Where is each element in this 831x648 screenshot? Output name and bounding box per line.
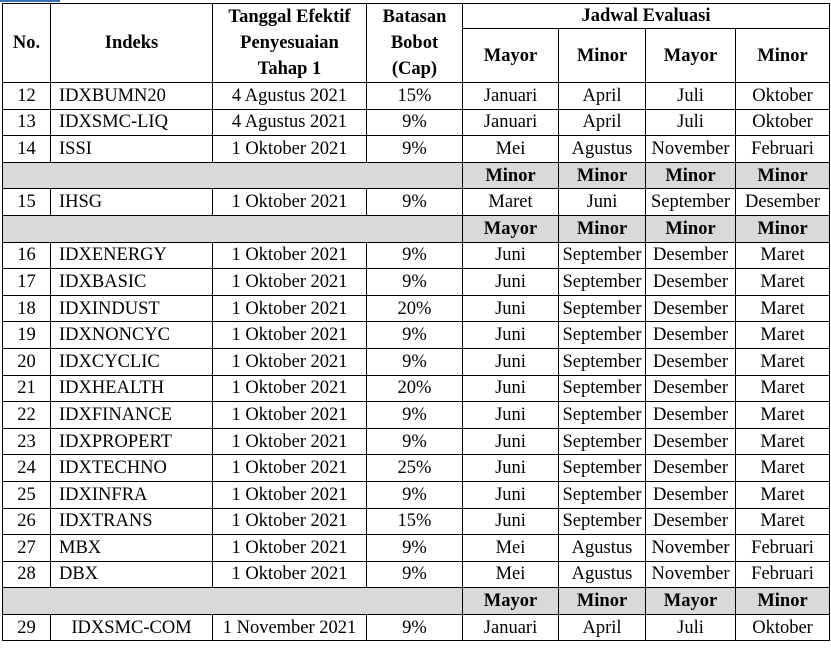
row-evaluation-month: Desember — [646, 508, 736, 535]
row-cap: 9% — [367, 242, 463, 269]
row-evaluation-month: Maret — [736, 242, 830, 269]
row-evaluation-month: Maret — [736, 375, 830, 402]
header-cap-line: Batasan — [382, 7, 447, 27]
row-cap: 9% — [367, 561, 463, 588]
section-separator-row — [3, 162, 830, 189]
row-evaluation-month: Juli — [646, 614, 736, 641]
row-no: 20 — [3, 348, 51, 375]
row-evaluation-month: Mei — [463, 136, 559, 163]
separator-period-type: Minor — [559, 162, 646, 189]
row-effective-date: 1 November 2021 — [213, 614, 367, 641]
table-row — [3, 375, 830, 402]
table-row — [3, 269, 830, 296]
separator-period-type: Minor — [736, 162, 830, 189]
row-evaluation-month: September — [559, 295, 646, 322]
row-evaluation-month: Desember — [646, 402, 736, 429]
table-row — [3, 189, 830, 216]
row-evaluation-month: September — [559, 455, 646, 482]
table-row — [3, 322, 830, 349]
row-index: IDXENERGY — [51, 242, 213, 269]
row-evaluation-month: Desember — [646, 242, 736, 269]
row-evaluation-month: Mei — [463, 561, 559, 588]
row-index: IDXPROPERT — [51, 428, 213, 455]
row-evaluation-month: Agustus — [559, 535, 646, 562]
row-index: IDXBUMN20 — [51, 83, 213, 110]
separator-period-type: Mayor — [463, 588, 559, 615]
row-no: 27 — [3, 535, 51, 562]
row-effective-date: 1 Oktober 2021 — [213, 428, 367, 455]
row-evaluation-month: Desember — [736, 189, 830, 216]
row-no: 23 — [3, 428, 51, 455]
row-evaluation-month: September — [559, 348, 646, 375]
table-row — [3, 136, 830, 163]
header-effective-date-line: Tanggal Efektif — [228, 7, 351, 27]
row-evaluation-month: Maret — [736, 508, 830, 535]
row-evaluation-month: Desember — [646, 481, 736, 508]
row-evaluation-month: Januari — [463, 109, 559, 136]
separator-period-type: Minor — [736, 215, 830, 242]
header-no: No. — [3, 4, 51, 83]
header-effective-date-line: Tahap 1 — [257, 59, 322, 79]
row-effective-date: 1 Oktober 2021 — [213, 269, 367, 296]
row-index: IDXSMC-LIQ — [51, 109, 213, 136]
section-separator-row — [3, 215, 830, 242]
row-no: 26 — [3, 508, 51, 535]
row-evaluation-month: Mei — [463, 535, 559, 562]
top-link-fragment — [0, 0, 60, 2]
row-effective-date: 1 Oktober 2021 — [213, 189, 367, 216]
row-index: IDXSMC-COM — [51, 614, 213, 641]
row-index: MBX — [51, 535, 213, 562]
row-evaluation-month: September — [559, 375, 646, 402]
separator-period-type: Minor — [463, 162, 559, 189]
row-effective-date: 1 Oktober 2021 — [213, 561, 367, 588]
row-evaluation-month: Juni — [463, 508, 559, 535]
row-evaluation-month: November — [646, 535, 736, 562]
row-evaluation-month: September — [559, 269, 646, 296]
row-evaluation-month: Desember — [646, 455, 736, 482]
header-index: Indeks — [51, 4, 213, 83]
row-evaluation-month: Maret — [736, 269, 830, 296]
row-evaluation-month: September — [646, 189, 736, 216]
row-evaluation-month: Juni — [463, 322, 559, 349]
row-evaluation-month: Maret — [736, 322, 830, 349]
row-evaluation-month: Maret — [736, 295, 830, 322]
row-effective-date: 1 Oktober 2021 — [213, 375, 367, 402]
row-evaluation-month: Agustus — [559, 561, 646, 588]
row-evaluation-month: Maret — [736, 481, 830, 508]
row-evaluation-month: Maret — [463, 189, 559, 216]
row-effective-date: 1 Oktober 2021 — [213, 508, 367, 535]
table-row — [3, 535, 830, 562]
header-schedule: Jadwal Evaluasi — [463, 4, 830, 29]
row-index: IDXFINANCE — [51, 402, 213, 429]
table-row — [3, 428, 830, 455]
table-row — [3, 402, 830, 429]
row-index: IDXTRANS — [51, 508, 213, 535]
row-evaluation-month: Juni — [463, 402, 559, 429]
row-evaluation-month: Juni — [559, 189, 646, 216]
row-no: 19 — [3, 322, 51, 349]
row-evaluation-month: September — [559, 481, 646, 508]
row-evaluation-month: April — [559, 109, 646, 136]
row-no: 18 — [3, 295, 51, 322]
row-no: 16 — [3, 242, 51, 269]
row-effective-date: 1 Oktober 2021 — [213, 322, 367, 349]
row-evaluation-month: Desember — [646, 348, 736, 375]
separator-blank-cell — [3, 162, 463, 189]
row-no: 17 — [3, 269, 51, 296]
row-index: IDXCYCLIC — [51, 348, 213, 375]
row-evaluation-month: April — [559, 83, 646, 110]
row-evaluation-month: September — [559, 402, 646, 429]
row-cap: 9% — [367, 136, 463, 163]
row-cap: 9% — [367, 481, 463, 508]
row-index: IDXINFRA — [51, 481, 213, 508]
row-cap: 20% — [367, 375, 463, 402]
row-evaluation-month: Oktober — [736, 109, 830, 136]
row-no: 22 — [3, 402, 51, 429]
row-evaluation-month: Februari — [736, 561, 830, 588]
header-sub-mayor: Mayor — [646, 29, 736, 83]
row-evaluation-month: September — [559, 242, 646, 269]
row-evaluation-month: September — [559, 322, 646, 349]
table-row — [3, 242, 830, 269]
row-cap: 20% — [367, 295, 463, 322]
separator-period-type: Minor — [646, 162, 736, 189]
table-row — [3, 614, 830, 641]
row-cap: 9% — [367, 189, 463, 216]
row-index: IDXBASIC — [51, 269, 213, 296]
row-no: 15 — [3, 189, 51, 216]
header-sub-minor: Minor — [559, 29, 646, 83]
row-evaluation-month: Maret — [736, 428, 830, 455]
row-evaluation-month: Juli — [646, 109, 736, 136]
row-evaluation-month: Januari — [463, 614, 559, 641]
row-evaluation-month: Januari — [463, 83, 559, 110]
separator-period-type: Minor — [559, 215, 646, 242]
row-evaluation-month: Maret — [736, 402, 830, 429]
row-cap: 9% — [367, 402, 463, 429]
row-effective-date: 1 Oktober 2021 — [213, 535, 367, 562]
header-effective-date — [213, 4, 367, 83]
row-no: 12 — [3, 83, 51, 110]
row-effective-date: 1 Oktober 2021 — [213, 242, 367, 269]
table-body — [3, 83, 830, 641]
row-no: 21 — [3, 375, 51, 402]
row-effective-date: 1 Oktober 2021 — [213, 481, 367, 508]
row-evaluation-month: Juli — [646, 83, 736, 110]
row-evaluation-month: Agustus — [559, 136, 646, 163]
separator-period-type: Mayor — [463, 215, 559, 242]
separator-period-type: Minor — [736, 588, 830, 615]
row-evaluation-month: Juni — [463, 375, 559, 402]
row-evaluation-month: Desember — [646, 375, 736, 402]
separator-period-type: Minor — [646, 215, 736, 242]
row-evaluation-month: Maret — [736, 455, 830, 482]
row-evaluation-month: Juni — [463, 269, 559, 296]
header-cap — [367, 4, 463, 83]
row-evaluation-month: Juni — [463, 481, 559, 508]
table-row — [3, 295, 830, 322]
row-no: 28 — [3, 561, 51, 588]
row-evaluation-month: Juni — [463, 295, 559, 322]
table-row — [3, 109, 830, 136]
row-evaluation-month: September — [559, 428, 646, 455]
separator-blank-cell — [3, 588, 463, 615]
row-no: 25 — [3, 481, 51, 508]
row-evaluation-month: November — [646, 561, 736, 588]
row-evaluation-month: September — [559, 508, 646, 535]
row-evaluation-month: Februari — [736, 535, 830, 562]
row-evaluation-month: April — [559, 614, 646, 641]
row-evaluation-month: Oktober — [736, 614, 830, 641]
row-cap: 9% — [367, 322, 463, 349]
row-index: IHSG — [51, 189, 213, 216]
row-evaluation-month: Oktober — [736, 83, 830, 110]
header-effective-date-line: Penyesuaian — [240, 33, 339, 53]
table-row — [3, 481, 830, 508]
row-evaluation-month: Desember — [646, 428, 736, 455]
row-evaluation-month: November — [646, 136, 736, 163]
row-effective-date: 4 Agustus 2021 — [213, 109, 367, 136]
row-evaluation-month: Maret — [736, 348, 830, 375]
table-row — [3, 455, 830, 482]
row-index: ISSI — [51, 136, 213, 163]
row-cap: 15% — [367, 508, 463, 535]
row-effective-date: 1 Oktober 2021 — [213, 295, 367, 322]
row-no: 14 — [3, 136, 51, 163]
row-cap: 9% — [367, 109, 463, 136]
row-effective-date: 4 Agustus 2021 — [213, 83, 367, 110]
row-no: 13 — [3, 109, 51, 136]
row-index: DBX — [51, 561, 213, 588]
row-no: 24 — [3, 455, 51, 482]
row-evaluation-month: Juni — [463, 348, 559, 375]
row-evaluation-month: Februari — [736, 136, 830, 163]
header-cap-line: (Cap) — [391, 59, 438, 79]
header-sub-minor: Minor — [736, 29, 830, 83]
row-evaluation-month: Desember — [646, 269, 736, 296]
row-effective-date: 1 Oktober 2021 — [213, 348, 367, 375]
row-cap: 9% — [367, 428, 463, 455]
row-cap: 9% — [367, 348, 463, 375]
row-no: 29 — [3, 614, 51, 641]
row-effective-date: 1 Oktober 2021 — [213, 402, 367, 429]
section-separator-row — [3, 588, 830, 615]
row-cap: 15% — [367, 83, 463, 110]
row-evaluation-month: Juni — [463, 455, 559, 482]
row-evaluation-month: Desember — [646, 322, 736, 349]
table-row — [3, 561, 830, 588]
row-effective-date: 1 Oktober 2021 — [213, 136, 367, 163]
row-effective-date: 1 Oktober 2021 — [213, 455, 367, 482]
row-index: IDXNONCYC — [51, 322, 213, 349]
table-row — [3, 508, 830, 535]
row-index: IDXINDUST — [51, 295, 213, 322]
header-cap-line: Bobot — [390, 33, 439, 53]
table-row — [3, 83, 830, 110]
index-evaluation-table — [2, 3, 830, 641]
row-index: IDXTECHNO — [51, 455, 213, 482]
row-evaluation-month: Desember — [646, 295, 736, 322]
separator-period-type: Mayor — [646, 588, 736, 615]
row-cap: 9% — [367, 535, 463, 562]
row-cap: 9% — [367, 614, 463, 641]
table-row — [3, 348, 830, 375]
separator-blank-cell — [3, 215, 463, 242]
separator-period-type: Minor — [559, 588, 646, 615]
row-index: IDXHEALTH — [51, 375, 213, 402]
row-cap: 9% — [367, 269, 463, 296]
row-evaluation-month: Juni — [463, 428, 559, 455]
row-evaluation-month: Juni — [463, 242, 559, 269]
row-cap: 25% — [367, 455, 463, 482]
header-sub-mayor: Mayor — [463, 29, 559, 83]
